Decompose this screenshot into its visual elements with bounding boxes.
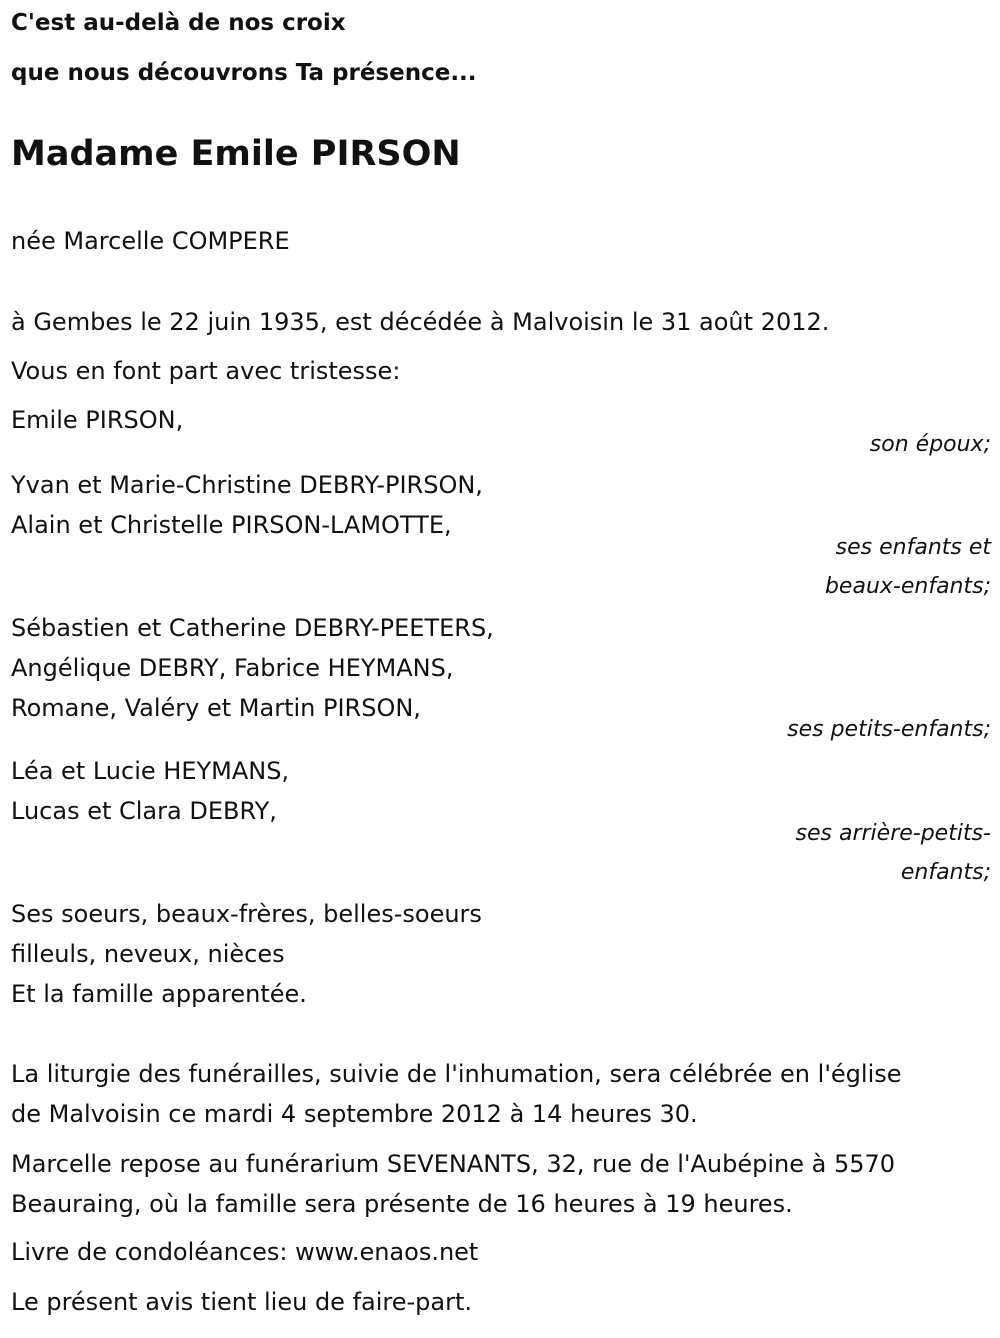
paragraph-line: de Malvoisin ce mardi 4 septembre 2012 à 14 heures 30. xyxy=(11,1100,698,1128)
list-item: Léa et Lucie HEYMANS, xyxy=(11,757,290,785)
notice-line: Le présent avis tient lieu de faire-part. xyxy=(11,1288,473,1316)
grandchildren-names xyxy=(11,608,494,728)
paragraph-line: Marcelle repose au funérarium SEVENANTS, 32, rue de l'Aubépine à 5570 xyxy=(11,1150,896,1178)
deceased-name: Madame Emile PIRSON xyxy=(11,134,461,174)
grandchildren-relation: ses petits-enfants; xyxy=(787,717,991,742)
liturgy-paragraph xyxy=(11,1054,902,1134)
children-names xyxy=(11,465,483,545)
great-grandchildren-names xyxy=(11,751,289,831)
list-item: Alain et Christelle PIRSON-LAMOTTE, xyxy=(11,511,452,539)
great-grandchildren-relation-line-1: ses arrière-petits- xyxy=(795,821,991,846)
announce-intro: Vous en font part avec tristesse: xyxy=(11,357,401,385)
list-item: Lucas et Clara DEBRY, xyxy=(11,797,277,825)
list-item: Ses soeurs, beaux-frères, belles-soeurs xyxy=(11,900,482,928)
condolences-line: Livre de condoléances: www.enaos.net xyxy=(11,1238,479,1266)
spouse-relation: son époux; xyxy=(869,432,991,457)
spouse-name: Emile PIRSON, xyxy=(11,406,184,434)
children-relation-line-1: ses enfants et xyxy=(835,535,991,560)
dates-sentence: à Gembes le 22 juin 1935, est décédée à Malvoisin le 31 août 2012. xyxy=(11,308,830,336)
paragraph-line: La liturgie des funérailles, suivie de l'inhumation, sera célébrée en l'église xyxy=(11,1060,902,1088)
birth-name: née Marcelle COMPERE xyxy=(11,227,290,255)
children-relation-line-2: beaux-enfants; xyxy=(824,574,991,599)
list-item: Et la famille apparentée. xyxy=(11,980,307,1008)
verse-line-1: C'est au-delà de nos croix xyxy=(11,10,346,36)
rest-paragraph xyxy=(11,1144,895,1224)
verse-line-2: que nous découvrons Ta présence... xyxy=(11,60,477,86)
great-grandchildren-relation-line-2: enfants; xyxy=(900,860,991,885)
list-item: filleuls, neveux, nièces xyxy=(11,940,285,968)
list-item: Yvan et Marie-Christine DEBRY-PIRSON, xyxy=(11,471,483,499)
other-relatives xyxy=(11,894,482,1014)
paragraph-line: Beauraing, où la famille sera présente de 16 heures à 19 heures. xyxy=(11,1190,793,1218)
list-item: Angélique DEBRY, Fabrice HEYMANS, xyxy=(11,654,454,682)
list-item: Romane, Valéry et Martin PIRSON, xyxy=(11,694,421,722)
list-item: Sébastien et Catherine DEBRY-PEETERS, xyxy=(11,614,494,642)
